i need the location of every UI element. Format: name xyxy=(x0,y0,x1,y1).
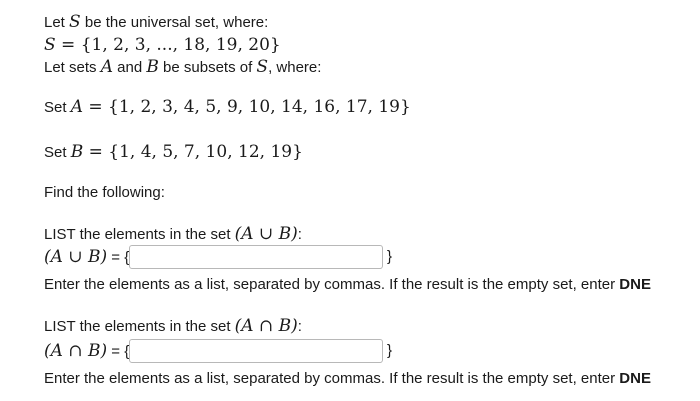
universal-set-value: {1, 2, 3, ..., 18, 19, 20} xyxy=(80,35,281,55)
instruction-dne: DNE xyxy=(619,276,651,293)
math-var: A xyxy=(100,57,113,77)
intro-text: , where: xyxy=(268,59,322,76)
intersection-math: (A ∩ B) xyxy=(44,341,108,361)
math-var: S xyxy=(256,57,269,77)
universal-set-definition xyxy=(44,35,281,55)
union-instruction xyxy=(44,275,651,295)
math-var: B xyxy=(70,142,84,162)
intersection-answer-label xyxy=(44,341,129,362)
intro-text: be the universal set, where: xyxy=(80,14,269,31)
math-var: B xyxy=(146,57,159,77)
math-eq: = xyxy=(55,35,81,55)
close-brace: } xyxy=(387,248,393,265)
set-label: Set xyxy=(44,144,71,161)
instruction-text: Enter the elements as a list, separated by commas. If the result is the empty set, enter xyxy=(44,370,620,387)
prompt-text: LIST the elements in the set xyxy=(44,318,235,335)
math-var: S xyxy=(69,12,81,32)
union-answer-input[interactable] xyxy=(129,245,383,269)
union-math: (A ∪ B) xyxy=(44,247,108,267)
intersection-math: (A ∩ B) xyxy=(234,316,298,336)
math-eq: = xyxy=(83,142,109,162)
prompt-text: LIST the elements in the set xyxy=(44,226,235,243)
instruction-dne: DNE xyxy=(619,370,651,387)
intersection-instruction xyxy=(44,369,651,389)
intro-text: and xyxy=(112,59,147,76)
close-brace: } xyxy=(387,342,393,359)
union-prompt xyxy=(44,224,302,245)
intro-line-3 xyxy=(44,57,321,78)
find-heading: Find the following: xyxy=(44,184,165,201)
set-b-definition xyxy=(44,142,303,163)
instruction-text: Enter the elements as a list, separated by commas. If the result is the empty set, enter xyxy=(44,276,620,293)
intro-text: Let sets xyxy=(44,59,101,76)
intersection-answer-input[interactable] xyxy=(129,339,383,363)
intersection-prompt xyxy=(44,316,302,337)
math-var: A xyxy=(70,97,83,117)
set-b-value: {1, 4, 5, 7, 10, 12, 19} xyxy=(108,142,303,162)
prompt-text: : xyxy=(297,226,302,243)
intro-line-1 xyxy=(44,12,268,33)
intro-text: be subsets of xyxy=(158,59,257,76)
prompt-text: : xyxy=(297,318,302,335)
union-math: (A ∪ B) xyxy=(234,224,298,244)
set-a-definition xyxy=(44,97,411,118)
math-var: S xyxy=(44,35,56,55)
open-brace: = { xyxy=(107,343,130,360)
union-answer-label xyxy=(44,247,129,268)
intro-text: Let xyxy=(44,14,70,31)
math-eq: = xyxy=(82,97,109,117)
set-label: Set xyxy=(44,99,71,116)
set-a-value: {1, 2, 3, 4, 5, 9, 10, 14, 16, 17, 19} xyxy=(108,97,411,117)
open-brace: = { xyxy=(107,249,130,266)
